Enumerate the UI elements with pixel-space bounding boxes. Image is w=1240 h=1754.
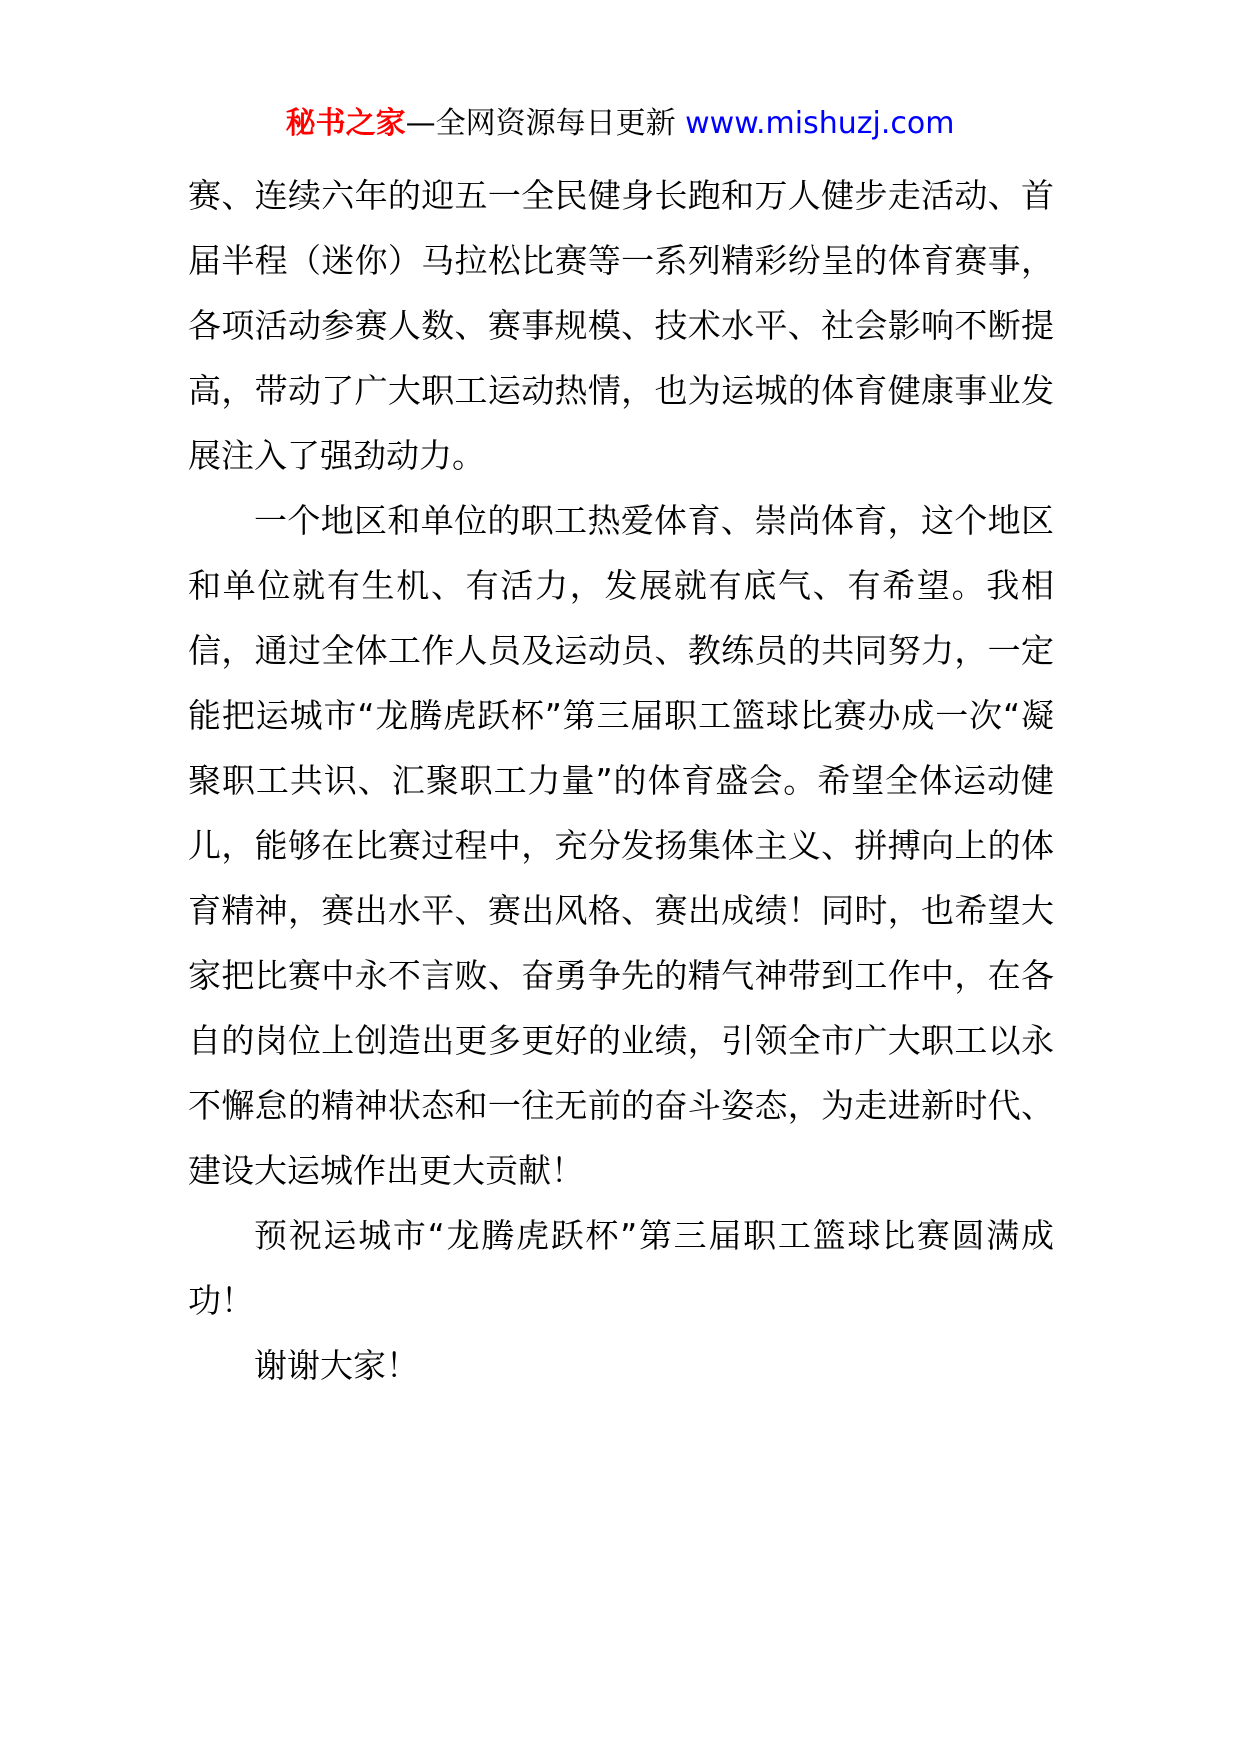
paragraph-continuation: 赛、连续六年的迎五一全民健身长跑和万人健步走活动、首届半程（迷你）马拉松比赛等一系列精彩纷呈的体育赛事，各项活动参赛人数、赛事规模、技术水平、社会影响不断提高，带动了广大职工运动热情，也为运城的体育健康事业发展注入了强劲动力。 bbox=[188, 176, 1054, 475]
paragraph-main: 一个地区和单位的职工热爱体育、崇尚体育，这个地区和单位就有生机、有活力，发展就有底气、有希望。我相信，通过全体工作人员及运动员、教练员的共同努力，一定能把运城市“龙腾虎跃杯”第三届职工篮球比赛办成一次“凝聚职工共识、汇聚职工力量”的体育盛会。希望全体运动健儿，能够在比赛过程中，充分发扬集体主义、拼搏向上的体育精神，赛出水平、赛出风格、赛出成绩！同时，也希望大家把比赛中永不言败、奋勇争先的精气神带到工作中，在各自的岗位上创造出更多更好的业绩，引领全市广大职工以永不懈怠的精神状态和一往无前的奋斗姿态，为走进新时代、建设大运城作出更大贡献！ bbox=[188, 501, 1054, 1190]
page-header bbox=[0, 104, 1240, 144]
header-tagline: —全网资源每日更新 bbox=[405, 106, 686, 141]
website-link[interactable]: www.mishuzj.com bbox=[685, 106, 955, 141]
paragraph-wishes: 预祝运城市“龙腾虎跃杯”第三届职工篮球比赛圆满成功！ bbox=[188, 1216, 1054, 1320]
document-body bbox=[188, 163, 1054, 1398]
brand-name: 秘书之家 bbox=[285, 106, 406, 141]
paragraph-thanks: 谢谢大家！ bbox=[254, 1346, 419, 1385]
